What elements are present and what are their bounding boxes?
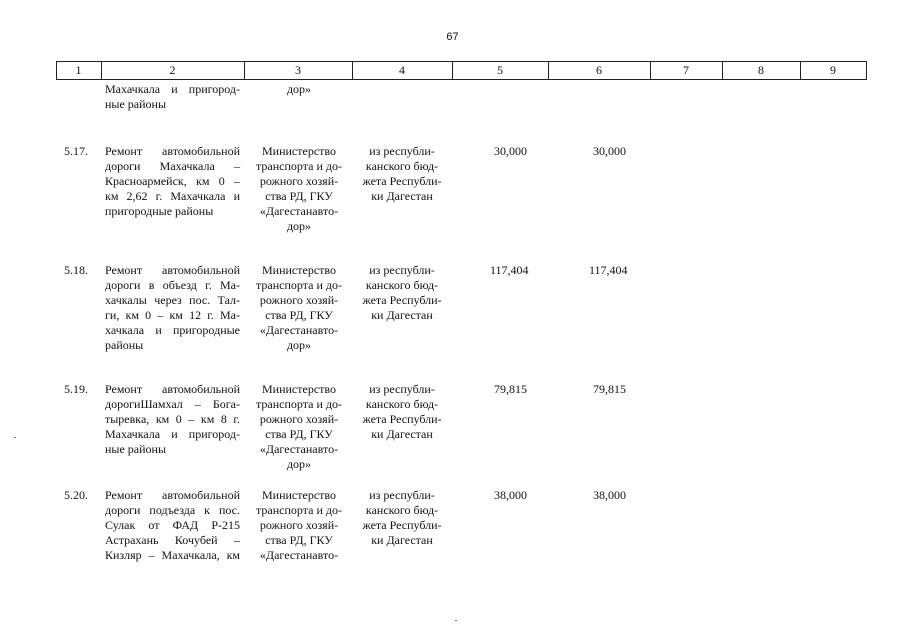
header-top-rule [56,61,866,62]
row-number: 5.19. [64,382,88,396]
scan-speck [455,620,457,621]
text-line: канского бюд- [365,397,439,411]
text-line: «Дагестанавто- [259,548,339,562]
text-line: ки Дагестан [371,427,433,441]
text-line: ки Дагестан [371,189,433,203]
text-line: Астрахань Кочубей – [105,533,240,547]
text-line: районы [105,338,144,352]
text-line: Министерство [262,263,336,277]
text-line: «Дагестанавто- [259,323,339,337]
value-col5: 79,815 [494,382,527,396]
executor [250,144,348,234]
text-line: дор» [286,82,312,96]
text-line: канского бюд- [365,503,439,517]
value-col6: 38,000 [593,488,626,502]
text-line: Министерство [262,382,336,396]
funding-source [355,488,449,548]
column-header-6: 6 [596,63,602,77]
text-line: дороги в объезд г. Ма- [105,278,240,292]
work-name [105,263,240,353]
text-line: Министерство [262,488,336,502]
text-line: дороги подъезда к пос. [105,503,240,517]
text-line: дор» [286,338,312,352]
row-number: 5.17. [64,144,88,158]
text-line: дорогиШамхал – Бога- [105,397,240,411]
text-line: ки Дагестан [371,308,433,322]
text-line: рожного хозяй- [259,518,339,532]
text-line: хачкалы через пос. Тал- [105,293,240,307]
text-line: жета Республи- [362,293,442,307]
executor [250,263,348,353]
text-line: ства РД, ГКУ [265,308,333,322]
text-line: «Дагестанавто- [259,204,339,218]
text-line: канского бюд- [365,278,439,292]
executor [250,488,348,563]
value-col6: 117,404 [589,263,628,277]
text-line: канского бюд- [365,159,439,173]
continuation-executor [250,82,348,97]
column-header-5: 5 [497,63,503,77]
column-header-1: 1 [75,63,82,77]
column-header-2: 2 [169,63,176,77]
text-line: из республи- [369,488,435,502]
work-name [105,488,240,563]
scan-speck [14,437,16,438]
text-line: из республи- [369,144,435,158]
text-line: рожного хозяй- [259,174,339,188]
text-line: транспорта и до- [256,397,342,411]
text-line: жета Республи- [362,518,442,532]
text-line: пригородные районы [105,204,214,218]
text-line: Сулак от ФАД Р-215 [105,518,240,532]
text-line: транспорта и до- [256,503,342,517]
executor [250,382,348,472]
header-divider [866,61,867,80]
row-number: 5.20. [64,488,88,502]
text-line: дороги Махачкала – [105,159,240,173]
funding-source [355,263,449,323]
text-line: ные районы [105,97,167,111]
text-line: жета Республи- [362,174,442,188]
row-number: 5.18. [64,263,88,277]
value-col5: 38,000 [494,488,527,502]
work-name [105,144,240,219]
text-line: дор» [286,457,312,471]
text-line: хачкала и пригородные [105,323,240,337]
text-line: ги, км 0 – км 12 г. Ма- [105,308,240,322]
column-header-9: 9 [830,63,836,77]
text-line: Кизляр – Махачкала, км [105,548,240,562]
text-line: рожного хозяй- [259,293,339,307]
text-line: Министерство [262,144,336,158]
header-bottom-rule [56,79,866,80]
text-line: ства РД, ГКУ [265,533,333,547]
text-line: Махачкала и пригород- [105,82,240,96]
text-line: ства РД, ГКУ [265,189,333,203]
column-header-3: 3 [295,63,301,77]
text-line: дор» [286,219,312,233]
text-line: Ремонт автомобильной [105,263,240,277]
page-number: 67 [446,31,459,43]
text-line: из республи- [369,382,435,396]
text-line: рожного хозяй- [259,412,339,426]
text-line: жета Республи- [362,412,442,426]
text-line: транспорта и до- [256,159,342,173]
value-col6: 30,000 [593,144,626,158]
text-line: из республи- [369,263,435,277]
value-col5: 117,404 [490,263,529,277]
work-name [105,382,240,457]
column-header-7: 7 [683,63,689,77]
text-line: тыревка, км 0 – км 8 г. [105,412,240,426]
text-line: ные районы [105,442,167,456]
text-line: Ремонт автомобильной [105,144,240,158]
text-line: Красноармейск, км 0 – [105,174,240,188]
text-line: км 2,62 г. Махачкала и [105,189,240,203]
continuation-name [105,82,240,112]
text-line: ства РД, ГКУ [265,427,333,441]
column-header-4: 4 [399,63,405,77]
text-line: ки Дагестан [371,533,433,547]
text-line: «Дагестанавто- [259,442,339,456]
value-col6: 79,815 [593,382,626,396]
funding-source [355,144,449,204]
text-line: Ремонт автомобильной [105,488,240,502]
funding-source [355,382,449,442]
column-header-8: 8 [758,63,764,77]
text-line: транспорта и до- [256,278,342,292]
text-line: Ремонт автомобильной [105,382,240,396]
text-line: Махачкала и пригород- [105,427,240,441]
value-col5: 30,000 [494,144,527,158]
